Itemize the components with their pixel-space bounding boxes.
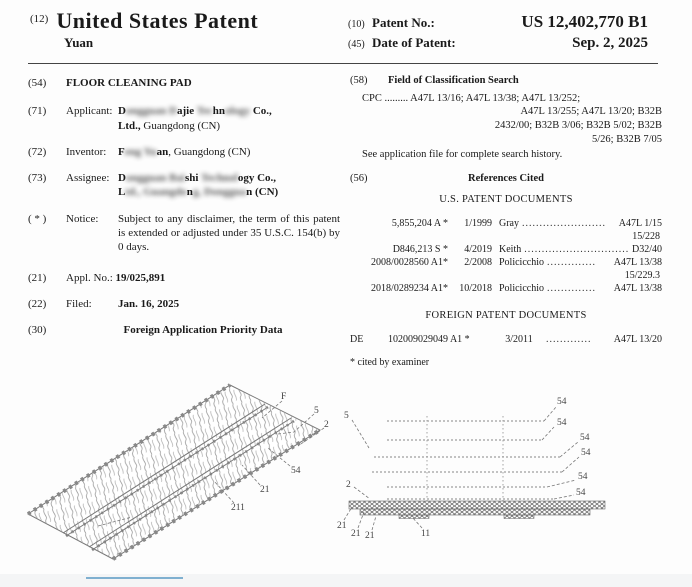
- page-title: United States Patent: [56, 8, 259, 33]
- cpc-list: [362, 92, 662, 147]
- layer-lines: [372, 421, 562, 499]
- name-seg: D: [118, 105, 126, 118]
- patent-header-right: [348, 12, 648, 55]
- ref-leader-dots: ..............: [547, 283, 596, 295]
- cpc-line: 5/26; B32B 7/05: [591, 133, 662, 145]
- foreign-ref-row: [350, 333, 662, 346]
- filed-date: Jan. 16, 2025: [118, 297, 180, 310]
- applicant-value: [118, 104, 340, 133]
- ref-name: Gray: [499, 218, 519, 230]
- applicant-location: Guangdong (CN): [140, 119, 221, 132]
- name-seg-redacted: td., Guangdo: [125, 186, 187, 199]
- field-code-56: (56): [350, 172, 368, 184]
- figure-layer-side-view: [332, 376, 637, 568]
- field-21-appl-no: [28, 271, 340, 285]
- ref-name: Policicchio: [499, 283, 544, 295]
- fig-label-211: 211: [231, 503, 245, 513]
- applicant-name: [118, 105, 272, 117]
- appl-no-value: [66, 271, 340, 285]
- patent-number-row: [348, 12, 648, 32]
- field-22-filed: [28, 297, 340, 311]
- cpc-line: CPC ......... A47L 13/16; A47L 13/38; A47L 13/252;: [362, 92, 581, 104]
- ref-name: Policicchio: [499, 257, 544, 269]
- notice-text: Subject to any disclaimer, the term of this patent is extended or adjusted under 35 U.S.C. 154(b) by 0 days.: [118, 212, 340, 254]
- bottom-band: [0, 574, 692, 587]
- ref-class-cont: 15/229.3: [624, 270, 660, 282]
- invention-title: FLOOR CLEANING PAD: [66, 77, 192, 89]
- fig-label-5: 5: [314, 406, 319, 416]
- name-seg-redacted: Technol: [198, 172, 238, 185]
- fig-label-21: 21: [351, 529, 361, 539]
- field-code-notice: ( * ): [28, 212, 47, 225]
- fig-label-54: 54: [581, 448, 591, 458]
- ref-leader-dots: ........................: [522, 218, 606, 230]
- cpc-line: A47L 13/255; A47L 13/20; B32B: [520, 106, 662, 118]
- name-seg: L: [118, 186, 126, 199]
- ref-class: A47L 1/15: [618, 218, 662, 230]
- us-ref-continuation: [350, 269, 662, 282]
- field-71-applicant: [28, 104, 340, 133]
- us-ref-row: [350, 256, 662, 269]
- field-code-73: (73): [28, 172, 47, 185]
- name-seg-redacted: Tec: [194, 105, 213, 118]
- fig-label-54: 54: [557, 397, 567, 407]
- us-ref-row: [350, 217, 662, 230]
- name-seg-redacted: eng Yu: [124, 145, 157, 158]
- us-ref-row: [350, 282, 662, 295]
- appl-no: 19/025,891: [115, 271, 166, 284]
- patent-date-row: [348, 35, 648, 52]
- field-code-21: (21): [28, 271, 47, 284]
- inventor-surname: Yuan: [64, 35, 94, 50]
- name-seg: n (CN): [246, 186, 279, 199]
- field-code-30: (30): [28, 324, 47, 337]
- name-seg: D: [118, 172, 126, 185]
- ref-number: D846,213 S *: [392, 244, 448, 256]
- cited-by-examiner-note: * cited by examiner: [350, 356, 430, 368]
- references-cited-title: References Cited: [468, 172, 544, 184]
- ref-class: A47L 13/38: [613, 257, 662, 269]
- name-seg: ajie: [177, 105, 195, 118]
- field-72-inventor: [28, 145, 340, 159]
- patent-number: US 12,402,770 B1: [521, 12, 648, 31]
- assignee-value: [118, 171, 340, 200]
- fig-label-54: 54: [576, 488, 586, 498]
- ref-class: A47L 13/38: [613, 283, 662, 295]
- classification-title: Field of Classification Search: [388, 75, 519, 86]
- name-seg-redacted: ology: [225, 105, 251, 118]
- fig-label-21: 21: [337, 521, 347, 531]
- figure-isometric-pad: [10, 370, 342, 580]
- us-ref-continuation: [350, 230, 662, 243]
- name-seg-redacted: g, Donggua: [192, 186, 247, 199]
- patent-header-left: [30, 8, 258, 51]
- alignment-lines: [427, 416, 503, 502]
- fig-label-54: 54: [578, 472, 588, 482]
- name-seg: n: [186, 186, 193, 199]
- us-ref-row: [350, 243, 662, 256]
- pad-fiber-texture: [28, 385, 320, 559]
- applicant-ltd: Ltd.,: [118, 119, 141, 132]
- ref-class: D32/40: [632, 244, 662, 256]
- ref-number: 2018/0289234 A1*: [371, 283, 448, 295]
- ref-country: DE: [350, 333, 364, 345]
- assignee-name: [118, 172, 276, 184]
- field-54-title: [28, 76, 340, 90]
- field-code-22: (22): [28, 297, 47, 310]
- fig-label-21: 21: [260, 485, 270, 495]
- fig-label-21: 21: [365, 531, 375, 541]
- field-code-71: (71): [28, 105, 47, 118]
- field-73-assignee: [28, 171, 340, 200]
- ref-number: 102009029049 A1 *: [388, 333, 470, 345]
- name-seg-redacted: ongguan Bai: [125, 172, 185, 185]
- foreign-patent-documents-heading: FOREIGN PATENT DOCUMENTS: [425, 310, 587, 322]
- ref-class: A47L 13/20: [613, 333, 662, 345]
- field-56-references: [350, 172, 662, 186]
- left-column: [28, 76, 340, 350]
- fig-label-5: 5: [344, 411, 349, 421]
- inventor-value: [118, 145, 340, 159]
- ref-date: 3/2011: [505, 333, 533, 345]
- fig-label-f: F: [281, 392, 287, 402]
- ref-leader-dots: .............: [546, 333, 592, 345]
- code-10: (10): [348, 19, 365, 30]
- applicant-label: Applicant:: [66, 105, 113, 118]
- bottom-blue-line: [86, 577, 183, 579]
- field-notice: [28, 212, 340, 255]
- ref-date: 10/2018: [459, 283, 492, 295]
- ref-name: Keith: [499, 244, 522, 256]
- inventor-label: Inventor:: [66, 145, 107, 158]
- kind-code-12: (12): [30, 13, 49, 25]
- right-column: [350, 74, 662, 369]
- name-seg: hn: [212, 105, 226, 118]
- ref-class-cont: 15/228: [632, 231, 660, 243]
- ref-date: 4/2019: [464, 244, 492, 256]
- notice-label: Notice:: [66, 212, 99, 225]
- patent-date: Sep. 2, 2025: [572, 35, 648, 51]
- name-seg: ogy Co.,: [237, 172, 277, 185]
- field-code-72: (72): [28, 145, 47, 158]
- ref-date: 1/1999: [464, 218, 492, 230]
- name-seg: Co.,: [250, 105, 272, 118]
- ref-number: 5,855,204 A *: [391, 218, 448, 230]
- filed-label: Filed:: [66, 297, 92, 310]
- name-seg: an: [156, 145, 169, 158]
- name-seg: shi: [184, 172, 199, 185]
- field-code-58: (58): [350, 75, 368, 86]
- ref-date: 2/2008: [464, 257, 492, 269]
- us-patent-documents-heading: U.S. PATENT DOCUMENTS: [439, 194, 573, 206]
- fig-label-54: 54: [291, 466, 301, 476]
- name-seg: F: [118, 145, 125, 158]
- fig-label-2: 2: [324, 420, 329, 430]
- ref-leader-dots: ..............: [547, 257, 596, 269]
- foreign-priority-title: Foreign Application Priority Data: [123, 324, 283, 337]
- fig-label-2: 2: [346, 480, 351, 490]
- code-45: (45): [348, 39, 365, 50]
- base-pad: [349, 501, 605, 519]
- search-history-note: See application file for complete search history.: [362, 149, 563, 161]
- cpc-line: 2432/00; B32B 3/06; B32B 5/02; B32B: [494, 119, 662, 131]
- header-divider: [28, 63, 658, 64]
- assignee-label: Assignee:: [66, 172, 110, 185]
- appl-no-label: Appl. No.:: [66, 271, 113, 284]
- inventor-location: , Guangdong (CN): [168, 145, 251, 158]
- fig-label-11: 11: [421, 529, 431, 539]
- patent-no-label: Patent No.:: [372, 15, 435, 30]
- ref-number: 2008/0028560 A1*: [371, 257, 448, 269]
- field-30-priority: [28, 323, 340, 337]
- field-code-54: (54): [28, 77, 47, 89]
- field-58-classification: [350, 74, 662, 88]
- inventor-name: [118, 146, 168, 158]
- date-of-patent-label: Date of Patent:: [372, 35, 456, 50]
- ref-leader-dots: ..............................: [524, 244, 629, 256]
- assignee-line2: [118, 186, 278, 198]
- name-seg-redacted: ongguan D: [125, 105, 177, 118]
- fig-label-54: 54: [557, 418, 567, 428]
- fig-label-54: 54: [580, 433, 590, 443]
